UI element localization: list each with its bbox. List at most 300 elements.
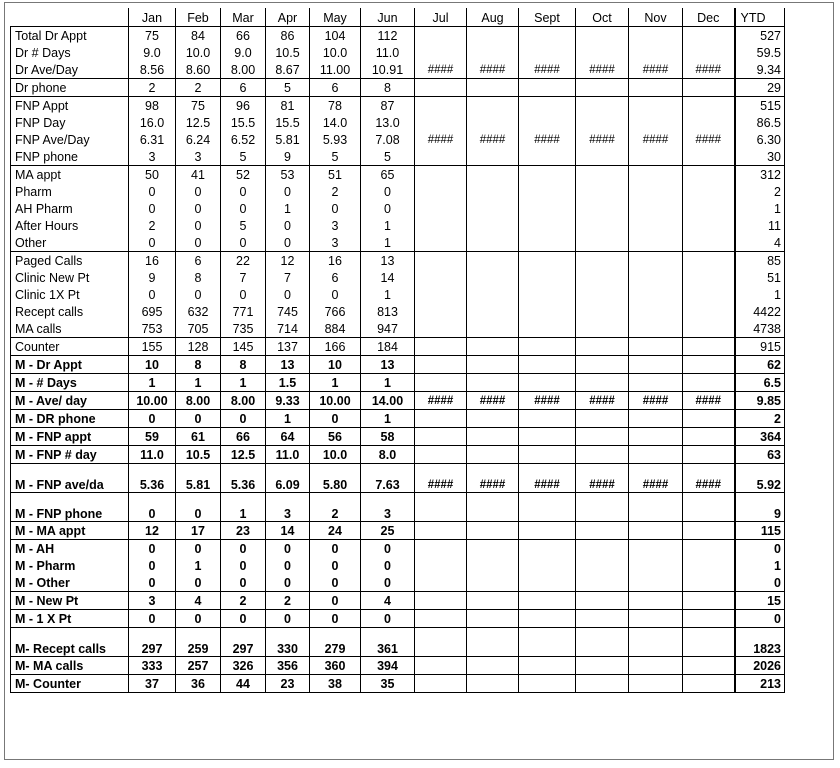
value-cell	[467, 557, 519, 574]
value-cell	[415, 200, 467, 217]
value-cell: 6	[310, 269, 361, 286]
value-cell	[415, 493, 467, 522]
header-oct: Oct	[576, 8, 629, 27]
value-cell	[467, 493, 519, 522]
ytd-cell: 6.5	[735, 374, 785, 392]
value-cell	[629, 574, 683, 592]
ytd-cell: 85	[735, 252, 785, 270]
value-cell	[576, 592, 629, 610]
value-cell	[576, 97, 629, 115]
value-cell	[467, 234, 519, 252]
value-cell: 297	[129, 628, 176, 657]
value-cell	[629, 338, 683, 356]
value-cell	[629, 610, 683, 628]
value-cell	[519, 557, 576, 574]
value-cell: 0	[176, 540, 221, 558]
value-cell: 51	[310, 166, 361, 184]
value-cell	[629, 410, 683, 428]
value-cell: 3	[176, 148, 221, 166]
value-cell	[519, 657, 576, 675]
value-cell: 1	[266, 200, 310, 217]
row-label: Counter	[11, 338, 129, 356]
value-cell	[519, 592, 576, 610]
ytd-cell: 63	[735, 446, 785, 464]
value-cell: 0	[266, 540, 310, 558]
value-cell: 6	[221, 79, 266, 97]
value-cell: 330	[266, 628, 310, 657]
value-cell: 1	[176, 557, 221, 574]
value-cell: 5	[361, 148, 415, 166]
value-cell: 2	[266, 592, 310, 610]
value-cell	[576, 234, 629, 252]
value-cell	[415, 557, 467, 574]
value-cell: 0	[266, 286, 310, 303]
value-cell	[415, 592, 467, 610]
value-cell: 1	[176, 374, 221, 392]
value-cell: 5.81	[176, 464, 221, 493]
value-cell: 0	[310, 540, 361, 558]
value-cell	[467, 410, 519, 428]
value-cell: 66	[221, 27, 266, 45]
value-cell	[519, 428, 576, 446]
value-cell	[519, 286, 576, 303]
header-jan: Jan	[129, 8, 176, 27]
value-cell: 11.00	[310, 61, 361, 79]
value-cell: 81	[266, 97, 310, 115]
value-cell	[415, 269, 467, 286]
value-cell	[467, 114, 519, 131]
value-cell: 0	[129, 493, 176, 522]
value-cell	[629, 44, 683, 61]
value-cell: 5.36	[129, 464, 176, 493]
value-cell: 705	[176, 320, 221, 338]
value-cell: 884	[310, 320, 361, 338]
value-cell	[519, 446, 576, 464]
value-cell	[576, 446, 629, 464]
value-cell: 23	[266, 675, 310, 693]
value-cell: 38	[310, 675, 361, 693]
value-cell: 0	[176, 574, 221, 592]
value-cell: 7	[221, 269, 266, 286]
ytd-cell: 2	[735, 183, 785, 200]
value-cell: 6.09	[266, 464, 310, 493]
row-label: Total Dr Appt	[11, 27, 129, 45]
value-cell	[683, 269, 735, 286]
value-cell	[519, 44, 576, 61]
value-cell	[683, 410, 735, 428]
value-cell	[415, 428, 467, 446]
value-cell	[467, 356, 519, 374]
value-cell	[415, 675, 467, 693]
value-cell	[683, 493, 735, 522]
ytd-cell: 15	[735, 592, 785, 610]
value-cell: 3	[361, 493, 415, 522]
value-cell	[629, 493, 683, 522]
value-cell	[467, 200, 519, 217]
value-cell: 5	[310, 148, 361, 166]
value-cell: 13	[266, 356, 310, 374]
value-cell: 0	[176, 234, 221, 252]
value-cell	[467, 610, 519, 628]
value-cell: 10.00	[310, 392, 361, 410]
overflow-cell: ####	[519, 464, 576, 493]
value-cell: 155	[129, 338, 176, 356]
value-cell	[576, 557, 629, 574]
table-row	[11, 610, 785, 628]
value-cell	[467, 252, 519, 270]
row-label: AH Pharm	[11, 200, 129, 217]
row-label: M - 1 X Pt	[11, 610, 129, 628]
value-cell: 0	[310, 410, 361, 428]
value-cell	[519, 269, 576, 286]
overflow-cell: ####	[629, 392, 683, 410]
value-cell	[467, 675, 519, 693]
value-cell: 356	[266, 657, 310, 675]
value-cell: 0	[221, 183, 266, 200]
value-cell	[415, 148, 467, 166]
value-cell	[415, 114, 467, 131]
value-cell: 6.31	[129, 131, 176, 148]
row-label: M- Counter	[11, 675, 129, 693]
ytd-cell: 1	[735, 286, 785, 303]
value-cell: 0	[221, 610, 266, 628]
value-cell: 0	[176, 183, 221, 200]
value-cell	[519, 410, 576, 428]
value-cell: 15.5	[266, 114, 310, 131]
ytd-cell: 0	[735, 574, 785, 592]
value-cell: 0	[266, 217, 310, 234]
value-cell	[415, 356, 467, 374]
value-cell: 8.0	[361, 446, 415, 464]
row-label: M - FNP phone	[11, 493, 129, 522]
value-cell: 65	[361, 166, 415, 184]
table-row	[11, 234, 785, 252]
value-cell	[467, 592, 519, 610]
header-row	[11, 8, 785, 27]
row-label: Dr Ave/Day	[11, 61, 129, 79]
value-cell: 0	[221, 234, 266, 252]
value-cell	[519, 574, 576, 592]
value-cell: 360	[310, 657, 361, 675]
value-cell: 8.00	[221, 61, 266, 79]
value-cell: 56	[310, 428, 361, 446]
value-cell	[629, 252, 683, 270]
value-cell: 0	[129, 540, 176, 558]
value-cell	[519, 217, 576, 234]
value-cell	[629, 675, 683, 693]
row-label: FNP Appt	[11, 97, 129, 115]
value-cell: 66	[221, 428, 266, 446]
value-cell: 14	[266, 522, 310, 540]
monthly-stats-table	[10, 8, 785, 693]
value-cell: 16.0	[129, 114, 176, 131]
ytd-cell: 6.30	[735, 131, 785, 148]
value-cell	[467, 320, 519, 338]
value-cell: 2	[310, 183, 361, 200]
value-cell: 0	[176, 217, 221, 234]
row-label: After Hours	[11, 217, 129, 234]
ytd-cell: 915	[735, 338, 785, 356]
value-cell: 0	[176, 610, 221, 628]
value-cell: 1	[361, 374, 415, 392]
overflow-cell: ####	[576, 392, 629, 410]
value-cell: 15.5	[221, 114, 266, 131]
overflow-cell: ####	[683, 61, 735, 79]
value-cell	[415, 286, 467, 303]
value-cell: 6.52	[221, 131, 266, 148]
value-cell: 326	[221, 657, 266, 675]
value-cell	[467, 166, 519, 184]
value-cell: 0	[176, 200, 221, 217]
ytd-cell: 213	[735, 675, 785, 693]
value-cell: 17	[176, 522, 221, 540]
value-cell	[415, 574, 467, 592]
value-cell	[467, 628, 519, 657]
overflow-cell: ####	[519, 61, 576, 79]
value-cell	[683, 183, 735, 200]
value-cell: 2	[129, 217, 176, 234]
value-cell	[576, 269, 629, 286]
value-cell	[629, 592, 683, 610]
row-label: Dr # Days	[11, 44, 129, 61]
value-cell: 0	[266, 574, 310, 592]
ytd-cell: 5.92	[735, 464, 785, 493]
value-cell	[415, 252, 467, 270]
value-cell	[629, 183, 683, 200]
ytd-cell: 86.5	[735, 114, 785, 131]
table-row	[11, 252, 785, 270]
value-cell	[576, 628, 629, 657]
value-cell: 1	[310, 374, 361, 392]
value-cell	[629, 657, 683, 675]
value-cell	[629, 97, 683, 115]
table-row	[11, 338, 785, 356]
value-cell: 771	[221, 303, 266, 320]
value-cell	[415, 540, 467, 558]
ytd-cell: 115	[735, 522, 785, 540]
row-label: M - DR phone	[11, 410, 129, 428]
value-cell	[683, 166, 735, 184]
table-row	[11, 628, 785, 657]
row-label: M- MA calls	[11, 657, 129, 675]
value-cell: 2	[129, 79, 176, 97]
value-cell	[683, 675, 735, 693]
value-cell	[629, 148, 683, 166]
ytd-cell: 364	[735, 428, 785, 446]
overflow-cell: ####	[415, 392, 467, 410]
value-cell: 36	[176, 675, 221, 693]
value-cell: 16	[129, 252, 176, 270]
overflow-cell: ####	[629, 131, 683, 148]
value-cell	[576, 286, 629, 303]
ytd-cell: 62	[735, 356, 785, 374]
value-cell	[683, 657, 735, 675]
value-cell	[683, 338, 735, 356]
value-cell: 5.93	[310, 131, 361, 148]
value-cell: 11.0	[129, 446, 176, 464]
overflow-cell: ####	[467, 464, 519, 493]
ytd-cell: 29	[735, 79, 785, 97]
value-cell: 75	[176, 97, 221, 115]
value-cell: 0	[176, 286, 221, 303]
header-dec: Dec	[683, 8, 735, 27]
value-cell	[683, 522, 735, 540]
row-label: M - Dr Appt	[11, 356, 129, 374]
value-cell: 3	[310, 234, 361, 252]
value-cell: 8	[361, 79, 415, 97]
value-cell: 1	[129, 374, 176, 392]
value-cell	[519, 628, 576, 657]
value-cell: 766	[310, 303, 361, 320]
header-ytd: YTD	[735, 8, 785, 27]
value-cell	[576, 338, 629, 356]
value-cell: 0	[129, 183, 176, 200]
value-cell	[519, 338, 576, 356]
row-label: Pharm	[11, 183, 129, 200]
value-cell	[629, 557, 683, 574]
value-cell: 8.56	[129, 61, 176, 79]
ytd-cell: 9.85	[735, 392, 785, 410]
value-cell: 9.33	[266, 392, 310, 410]
value-cell	[467, 269, 519, 286]
value-cell: 14	[361, 269, 415, 286]
value-cell: 0	[310, 592, 361, 610]
value-cell: 0	[129, 234, 176, 252]
value-cell: 9	[129, 269, 176, 286]
value-cell	[415, 610, 467, 628]
table-row	[11, 114, 785, 131]
value-cell: 84	[176, 27, 221, 45]
ytd-cell: 515	[735, 97, 785, 115]
value-cell	[519, 166, 576, 184]
table-row	[11, 97, 785, 115]
value-cell: 0	[129, 286, 176, 303]
overflow-cell: ####	[683, 392, 735, 410]
value-cell: 44	[221, 675, 266, 693]
value-cell	[519, 675, 576, 693]
header-jun: Jun	[361, 8, 415, 27]
value-cell: 12	[266, 252, 310, 270]
table-row	[11, 657, 785, 675]
value-cell: 0	[361, 540, 415, 558]
value-cell: 50	[129, 166, 176, 184]
value-cell: 9	[266, 148, 310, 166]
value-cell: 7.63	[361, 464, 415, 493]
ytd-cell: 1	[735, 200, 785, 217]
value-cell	[467, 44, 519, 61]
value-cell: 0	[221, 286, 266, 303]
ytd-cell: 0	[735, 540, 785, 558]
value-cell	[629, 166, 683, 184]
header-aug: Aug	[467, 8, 519, 27]
value-cell: 166	[310, 338, 361, 356]
ytd-cell: 1	[735, 557, 785, 574]
value-cell	[683, 610, 735, 628]
value-cell	[629, 114, 683, 131]
header-feb: Feb	[176, 8, 221, 27]
value-cell: 8	[176, 269, 221, 286]
table-row	[11, 286, 785, 303]
value-cell	[576, 166, 629, 184]
value-cell	[415, 217, 467, 234]
value-cell	[519, 610, 576, 628]
table-row	[11, 61, 785, 79]
value-cell	[629, 286, 683, 303]
value-cell: 61	[176, 428, 221, 446]
value-cell	[467, 286, 519, 303]
value-cell: 8	[176, 356, 221, 374]
value-cell	[519, 183, 576, 200]
row-label: M - # Days	[11, 374, 129, 392]
overflow-cell: ####	[519, 392, 576, 410]
ytd-cell: 30	[735, 148, 785, 166]
value-cell: 257	[176, 657, 221, 675]
value-cell	[629, 200, 683, 217]
value-cell: 0	[361, 183, 415, 200]
header-apr: Apr	[266, 8, 310, 27]
value-cell	[519, 374, 576, 392]
value-cell	[415, 446, 467, 464]
value-cell: 9.0	[129, 44, 176, 61]
value-cell	[519, 356, 576, 374]
value-cell: 1.5	[266, 374, 310, 392]
value-cell	[519, 320, 576, 338]
value-cell	[576, 657, 629, 675]
value-cell	[519, 303, 576, 320]
value-cell: 112	[361, 27, 415, 45]
value-cell: 3	[310, 217, 361, 234]
value-cell: 59	[129, 428, 176, 446]
value-cell: 4	[176, 592, 221, 610]
table-row	[11, 410, 785, 428]
ytd-cell: 2	[735, 410, 785, 428]
value-cell	[467, 374, 519, 392]
value-cell	[629, 540, 683, 558]
value-cell: 35	[361, 675, 415, 693]
value-cell: 53	[266, 166, 310, 184]
value-cell: 1	[266, 410, 310, 428]
value-cell: 1	[361, 234, 415, 252]
value-cell: 0	[129, 610, 176, 628]
value-cell	[576, 574, 629, 592]
table-row	[11, 131, 785, 148]
value-cell	[629, 628, 683, 657]
value-cell: 0	[221, 200, 266, 217]
table-row	[11, 27, 785, 45]
value-cell	[576, 252, 629, 270]
value-cell	[629, 79, 683, 97]
overflow-cell: ####	[683, 464, 735, 493]
value-cell	[683, 44, 735, 61]
value-cell	[629, 303, 683, 320]
value-cell	[683, 234, 735, 252]
value-cell	[415, 320, 467, 338]
value-cell: 297	[221, 628, 266, 657]
value-cell	[519, 114, 576, 131]
value-cell	[467, 183, 519, 200]
value-cell	[576, 675, 629, 693]
value-cell	[576, 44, 629, 61]
value-cell	[629, 234, 683, 252]
overflow-cell: ####	[467, 392, 519, 410]
overflow-cell: ####	[467, 61, 519, 79]
overflow-cell: ####	[683, 131, 735, 148]
value-cell: 5.36	[221, 464, 266, 493]
value-cell	[629, 428, 683, 446]
value-cell: 184	[361, 338, 415, 356]
overflow-cell: ####	[519, 131, 576, 148]
ytd-cell: 312	[735, 166, 785, 184]
